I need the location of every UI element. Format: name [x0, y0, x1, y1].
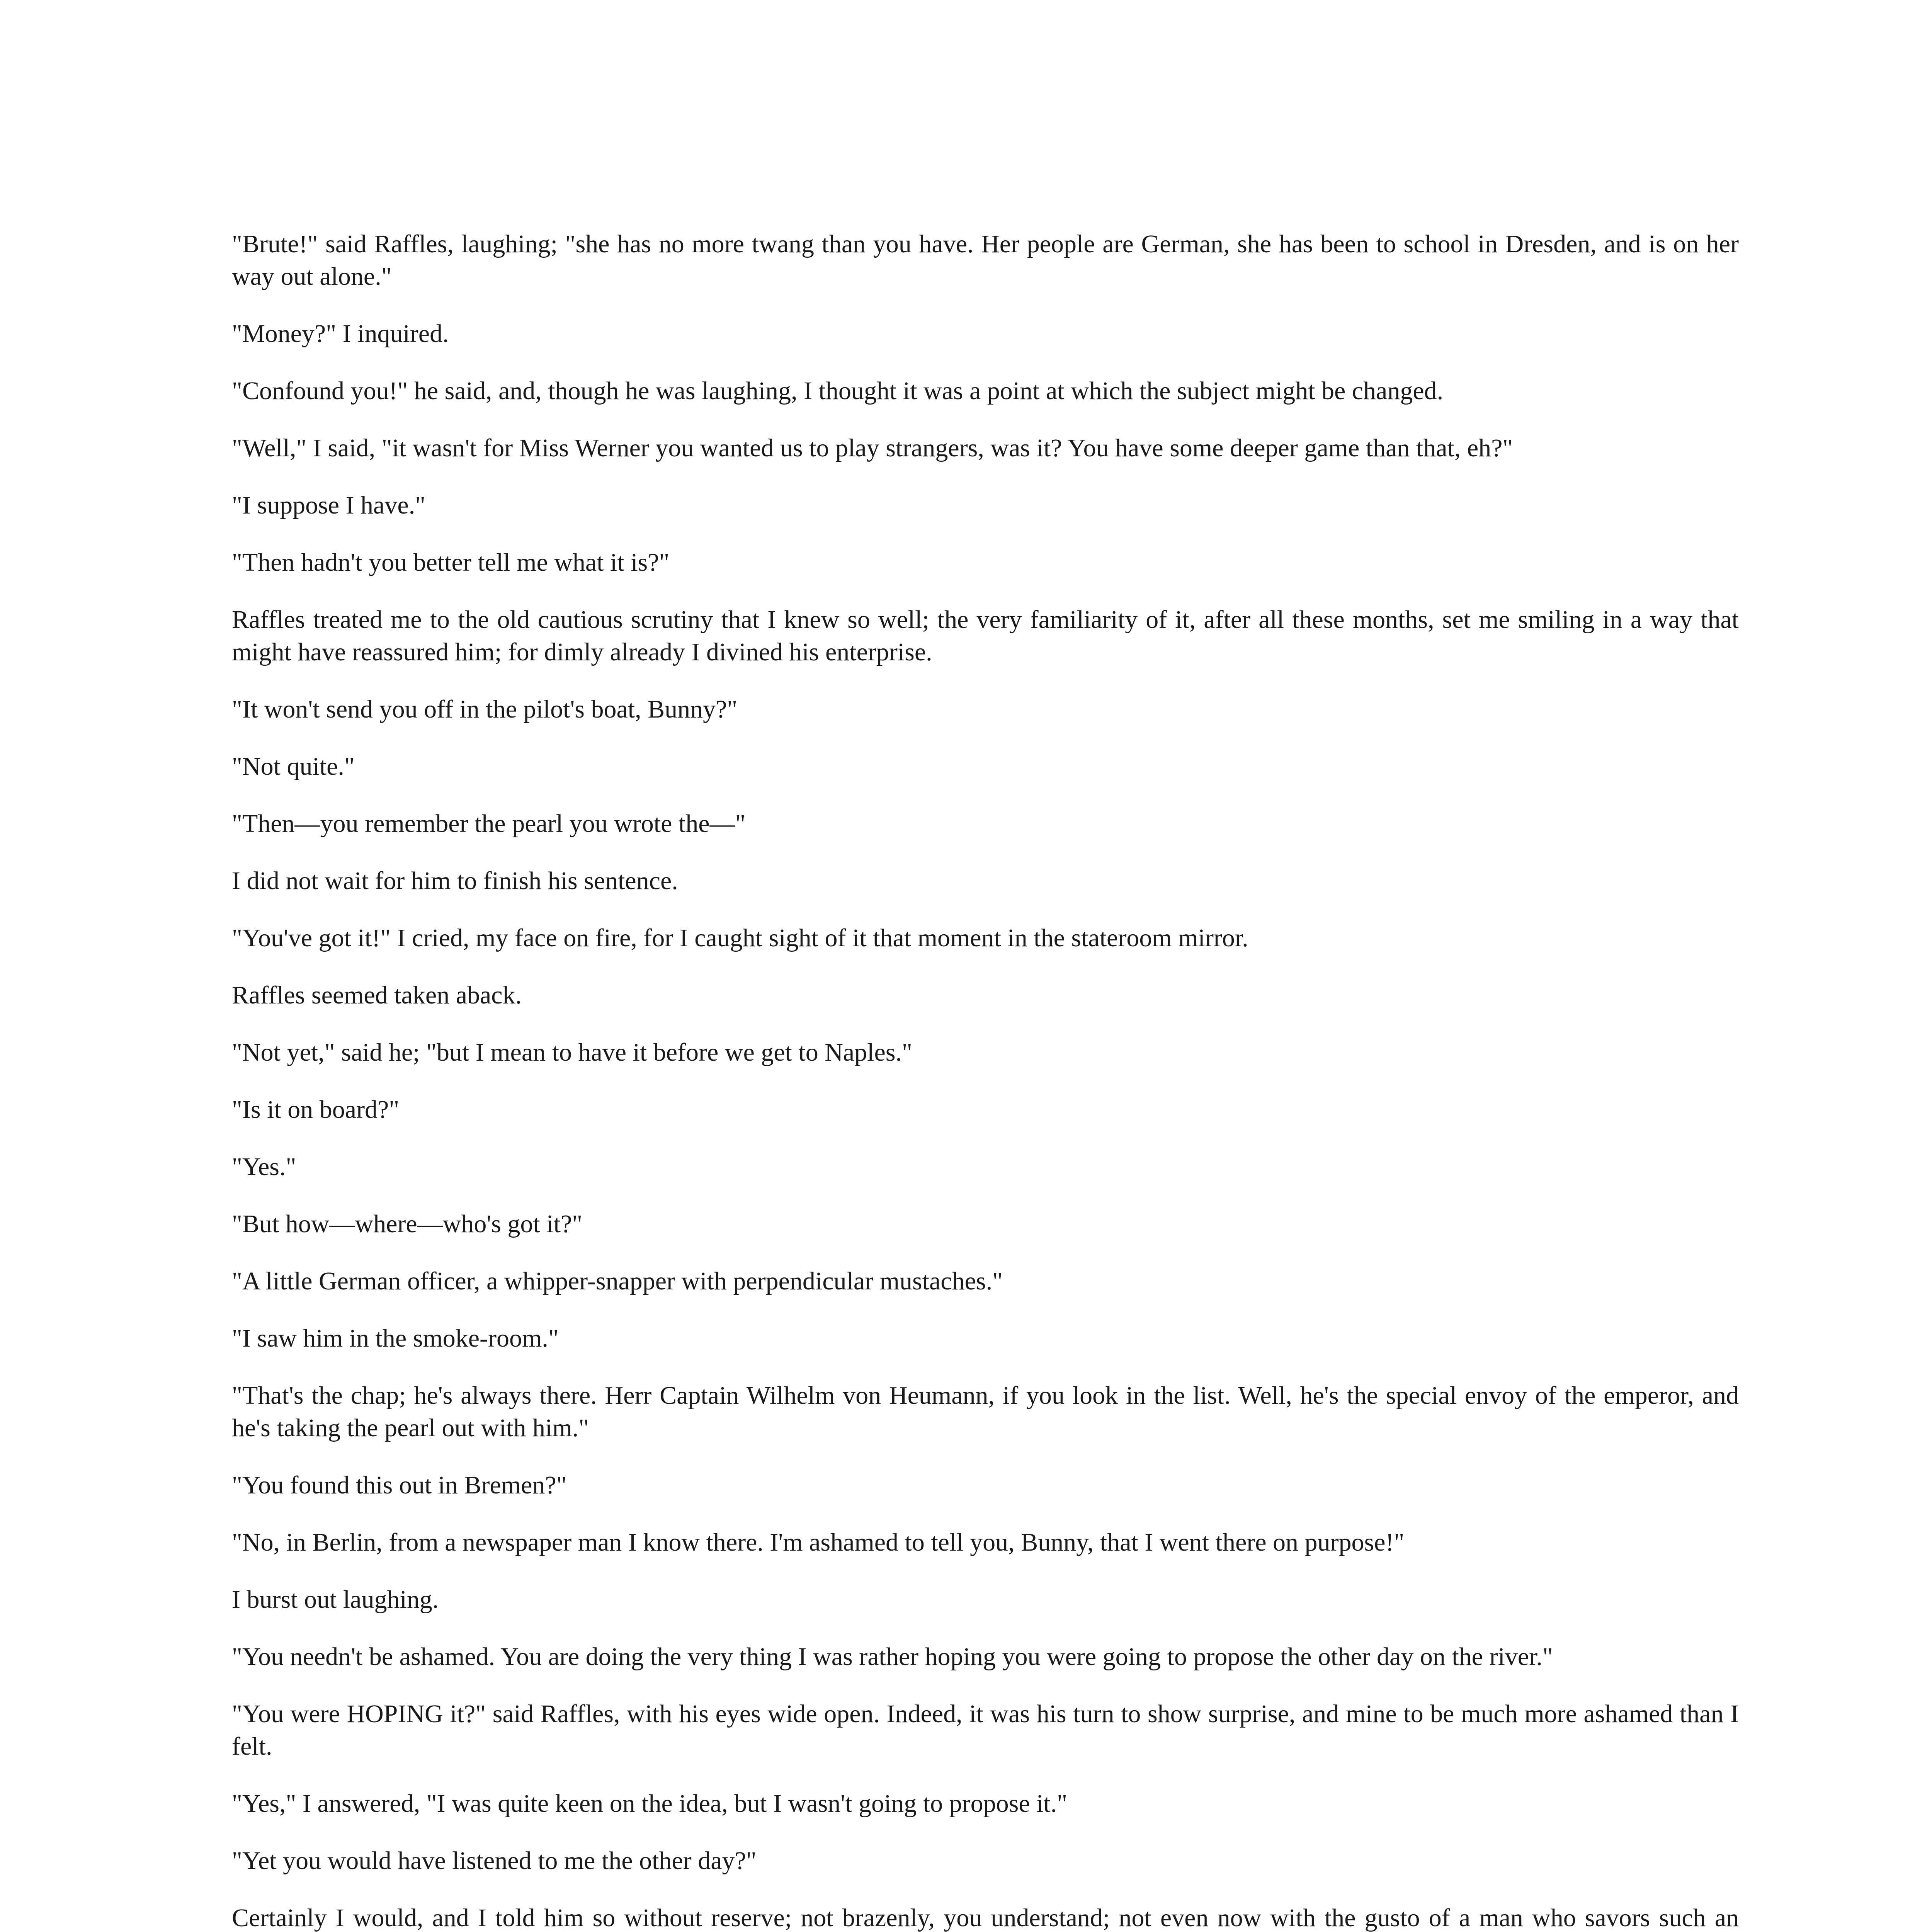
paragraph: "Then—you remember the pearl you wrote the—"	[232, 810, 746, 838]
paragraph: "Yes," I answered, "I was quite keen on the idea, but I wasn't going to propose it."	[232, 1789, 1068, 1818]
paragraph: "You were HOPING it?" said Raffles, with his eyes wide open. Indeed, it was his turn to show surprise, and mine to be much more ashamed than I felt.	[232, 1700, 1739, 1760]
paragraph: Raffles treated me to the old cautious scrutiny that I knew so well; the very familiarity of it, after all these months, set me smiling in a way that might have reassured him; for dimly already I divined his enterprise.	[232, 605, 1739, 666]
paragraph: "A little German officer, a whipper-snapper with perpendicular mustaches."	[232, 1267, 1003, 1295]
paragraph: "No, in Berlin, from a newspaper man I know there. I'm ashamed to tell you, Bunny, that I went there on purpose!"	[232, 1528, 1405, 1556]
paragraph: "Then hadn't you better tell me what it is?"	[232, 548, 670, 577]
paragraph: "I saw him in the smoke-room."	[232, 1324, 559, 1352]
paragraph: "Not quite."	[232, 752, 355, 781]
paragraph: "Is it on board?"	[232, 1095, 400, 1124]
paragraph: "I suppose I have."	[232, 491, 426, 519]
paragraph: "Yes."	[232, 1153, 296, 1181]
paragraph: "Well," I said, "it wasn't for Miss Werner you wanted us to play strangers, was it? You have some deeper game than that, eh?"	[232, 434, 1513, 462]
paragraph: "It won't send you off in the pilot's boat, Bunny?"	[232, 695, 738, 723]
paragraph: "You've got it!" I cried, my face on fire, for I caught sight of it that moment in the stateroom mirror.	[232, 924, 1248, 952]
paragraph: "Not yet," said he; "but I mean to have it before we get to Naples."	[232, 1038, 912, 1066]
paragraph: Raffles seemed taken aback.	[232, 981, 522, 1009]
paragraph: "Brute!" said Raffles, laughing; "she has no more twang than you have. Her people are German, she has been to school in Dresden, and is on her way out alone."	[232, 230, 1739, 291]
page-body	[232, 228, 1739, 1932]
paragraph: "Confound you!" he said, and, though he was laughing, I thought it was a point at which the subject might be changed.	[232, 377, 1444, 405]
paragraph: I did not wait for him to finish his sentence.	[232, 867, 678, 895]
paragraph: Certainly I would, and I told him so without reserve; not brazenly, you understand; not even now with the gusto of a man who savors such an	[232, 1904, 1739, 1932]
paragraph: "Money?" I inquired.	[232, 320, 449, 348]
paragraph: "You found this out in Bremen?"	[232, 1471, 567, 1499]
paragraph: "But how—where—who's got it?"	[232, 1210, 583, 1238]
paragraph: "You needn't be ashamed. You are doing the very thing I was rather hoping you were going to propose the other day on the river."	[232, 1643, 1553, 1671]
paragraph: "Yet you would have listened to me the other day?"	[232, 1847, 757, 1875]
paragraph: I burst out laughing.	[232, 1585, 439, 1614]
paragraph: "That's the chap; he's always there. Herr Captain Wilhelm von Heumann, if you look in the list. Well, he's the special envoy of the emperor, and he's taking the pearl out with him."	[232, 1381, 1739, 1442]
